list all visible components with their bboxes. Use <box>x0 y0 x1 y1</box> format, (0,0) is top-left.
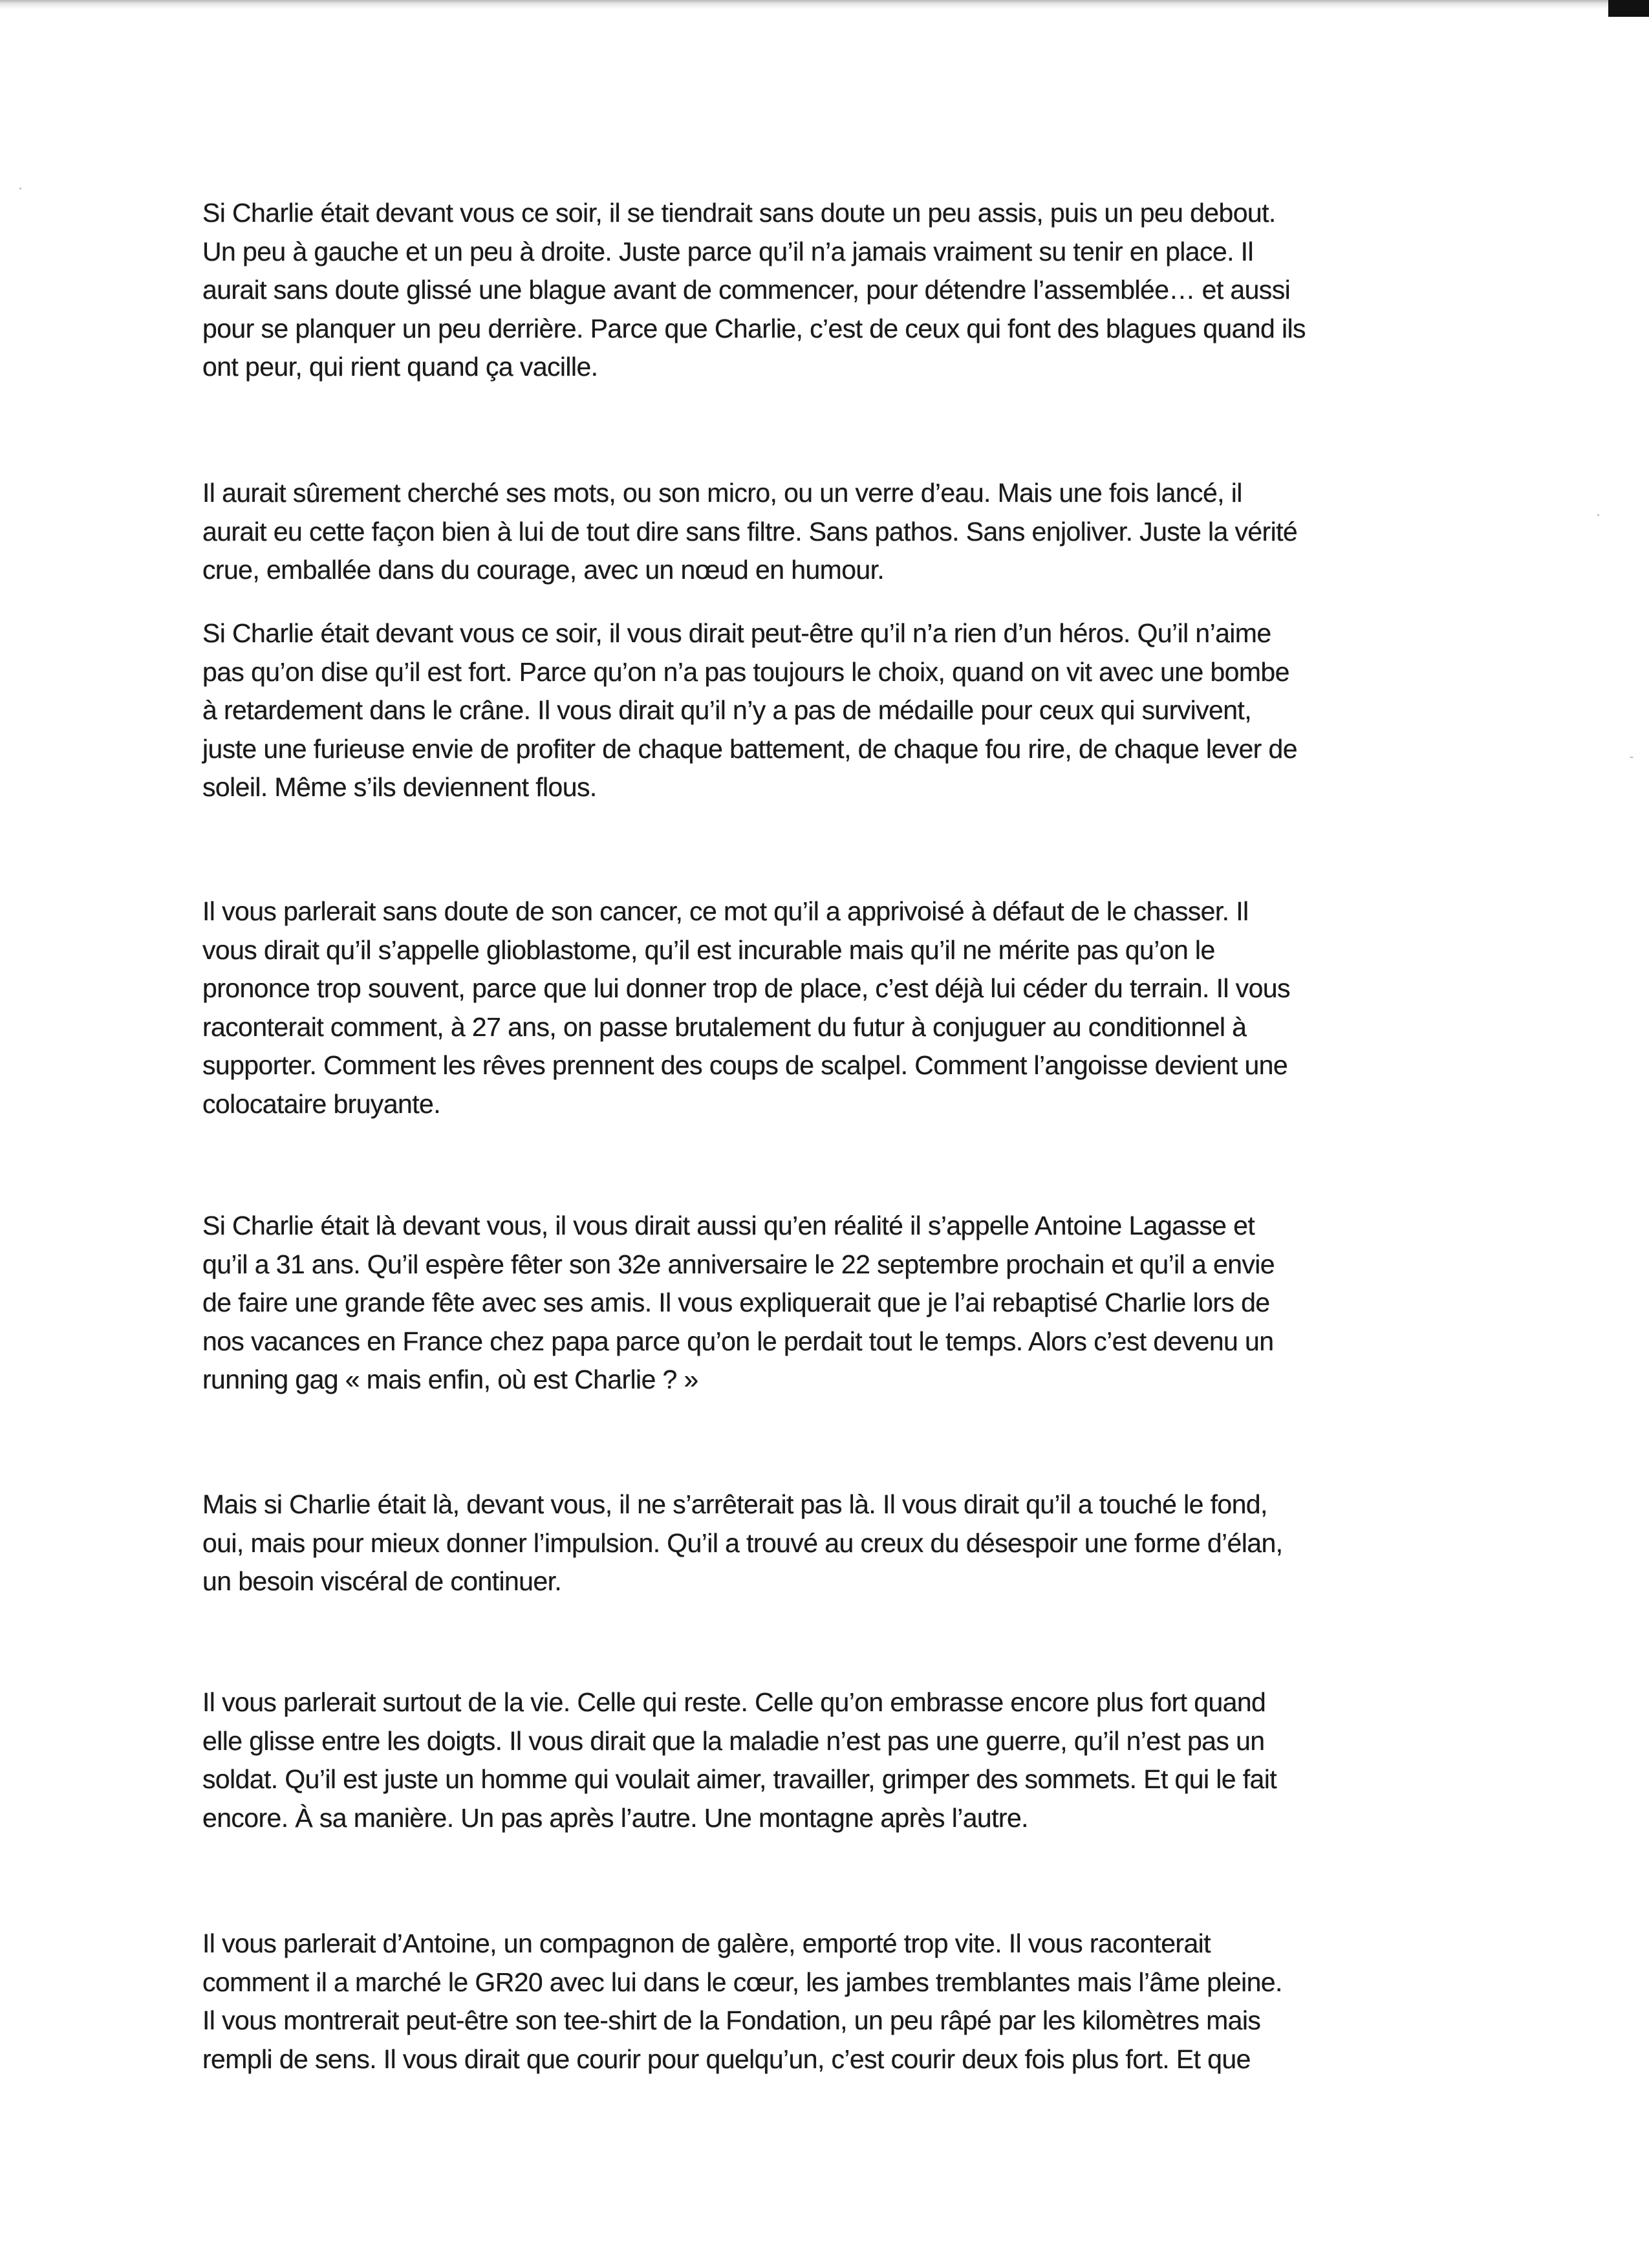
text-line: oui, mais pour mieux donner l’impulsion. Qu’il a trouvé au creux du désespoir une forme d’élan, <box>202 1528 1283 1558</box>
paragraph-1 <box>202 194 1463 387</box>
paragraph-8 <box>202 1925 1463 2079</box>
text-line: comment il a marché le GR20 avec lui dans le cœur, les jambes tremblantes mais l’âme pleine. <box>202 1967 1282 1997</box>
text-line: vous dirait qu’il s’appelle glioblastome, qu’il est incurable mais qu’il ne mérite pas qu’on le <box>202 934 1215 965</box>
text-line: pour se planquer un peu derrière. Parce que Charlie, c’est de ceux qui font des blagues quand ils <box>202 313 1306 343</box>
text-line: Si Charlie était devant vous ce soir, il vous dirait peut-être qu’il n’a rien d’un héros. Qu’il n’aime <box>202 618 1271 648</box>
text-line: raconterait comment, à 27 ans, on passe brutalement du futur à conjuguer au conditionnel à <box>202 1011 1247 1042</box>
scan-edge-shadow <box>0 0 1649 9</box>
text-line: Mais si Charlie était là, devant vous, il ne s’arrêterait pas là. Il vous dirait qu’il a touché le fond, <box>202 1489 1267 1519</box>
text-line: encore. À sa manière. Un pas après l’autre. Une montagne après l’autre. <box>202 1802 1028 1833</box>
text-line: un besoin viscéral de continuer. <box>202 1566 562 1596</box>
text-line: elle glisse entre les doigts. Il vous dirait que la maladie n’est pas une guerre, qu’il n’est pas un <box>202 1725 1265 1756</box>
paragraph-2 <box>202 474 1463 590</box>
paragraph-4 <box>202 892 1463 1123</box>
text-line: Il vous montrerait peut-être son tee-shirt de la Fondation, un peu râpé par les kilomètres mais <box>202 2005 1261 2035</box>
text-line: Il vous parlerait sans doute de son cancer, ce mot qu’il a apprivoisé à défaut de le chasser. Il <box>202 896 1249 926</box>
paragraph-6 <box>202 1485 1463 1601</box>
text-line: colocataire bruyante. <box>202 1088 441 1119</box>
paragraph-3 <box>202 614 1463 807</box>
scan-speck <box>1630 757 1633 758</box>
text-line: soleil. Même s’ils deviennent flous. <box>202 772 597 802</box>
text-line: Si Charlie était là devant vous, il vous dirait aussi qu’en réalité il s’appelle Antoine Lagasse et <box>202 1211 1255 1240</box>
scan-speck <box>19 188 21 189</box>
text-line: Il vous parlerait d’Antoine, un compagnon de galère, emporté trop vite. Il vous raconterait <box>202 1928 1211 1958</box>
scan-corner-mark <box>1608 0 1649 17</box>
text-line: Il aurait sûrement cherché ses mots, ou son micro, ou un verre d’eau. Mais une fois lancé, il <box>202 478 1242 508</box>
text-line: Il vous parlerait surtout de la vie. Celle qui reste. Celle qu’on embrasse encore plus fort quand <box>202 1687 1266 1717</box>
text-line: pas qu’on dise qu’il est fort. Parce qu’on n’a pas toujours le choix, quand on vit avec une bombe <box>202 656 1289 687</box>
text-line: soldat. Qu’il est juste un homme qui voulait aimer, travailler, grimper des sommets. Et qui le fait <box>202 1764 1277 1794</box>
text-line: supporter. Comment les rêves prennent des coups de scalpel. Comment l’angoisse devient une <box>202 1050 1288 1080</box>
text-line: de faire une grande fête avec ses amis. Il vous expliquerait que je l’ai rebaptisé Charlie lors de <box>202 1288 1270 1317</box>
scan-speck <box>1597 514 1599 516</box>
text-line: juste une furieuse envie de profiter de chaque battement, de chaque fou rire, de chaque lever de <box>202 733 1297 764</box>
text-line: nos vacances en France chez papa parce qu’on le perdait tout le temps. Alors c’est devenu un <box>202 1326 1274 1356</box>
text-line: rempli de sens. Il vous dirait que courir pour quelqu’un, c’est courir deux fois plus fort. Et que <box>202 2044 1251 2074</box>
text-line: aurait sans doute glissé une blague avant de commencer, pour détendre l’assemblée… et aussi <box>202 275 1291 305</box>
paragraph-5 <box>202 1207 1463 1399</box>
text-line: running gag « mais enfin, où est Charlie ? » <box>202 1365 698 1394</box>
text-line: prononce trop souvent, parce que lui donner trop de place, c’est déjà lui céder du terrain. Il vous <box>202 973 1290 1003</box>
text-line: ont peur, qui rient quand ça vacille. <box>202 352 598 382</box>
text-line: aurait eu cette façon bien à lui de tout dire sans filtre. Sans pathos. Sans enjoliver. Juste la vérité <box>202 516 1298 546</box>
paragraph-7 <box>202 1683 1463 1837</box>
text-line: crue, emballée dans du courage, avec un nœud en humour. <box>202 555 885 585</box>
text-line: Si Charlie était devant vous ce soir, il se tiendrait sans doute un peu assis, puis un peu debout. <box>202 198 1276 228</box>
text-line: à retardement dans le crâne. Il vous dirait qu’il n’y a pas de médaille pour ceux qui survivent, <box>202 695 1252 725</box>
text-line: qu’il a 31 ans. Qu’il espère fêter son 32e anniversaire le 22 septembre prochain et qu’il a envie <box>202 1249 1275 1279</box>
text-line: Un peu à gauche et un peu à droite. Juste parce qu’il n’a jamais vraiment su tenir en place. Il <box>202 236 1253 266</box>
